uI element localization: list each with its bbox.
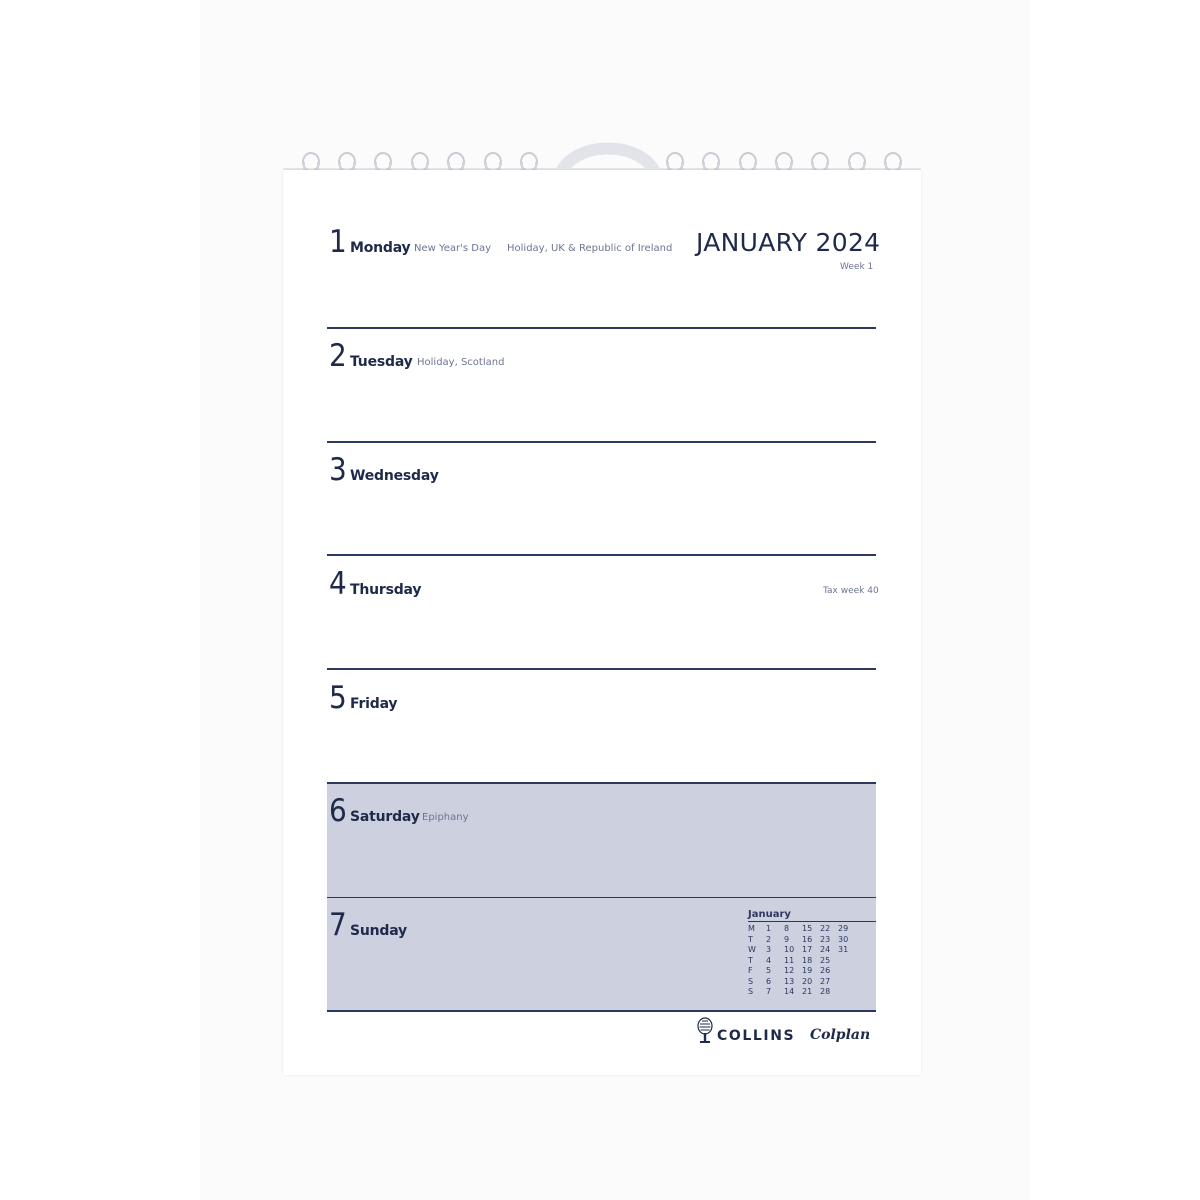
brand-name: COLLINS: [717, 1028, 796, 1044]
mini-calendar-date: 4: [766, 955, 772, 965]
mini-calendar-date: 22: [820, 924, 831, 933]
day-number: 5: [329, 680, 347, 716]
day-name: Sunday: [350, 923, 407, 939]
day-number: 4: [329, 566, 347, 602]
mini-calendar-weekday: T: [748, 934, 753, 944]
mini-calendar-weekday: S: [748, 987, 754, 996]
day-name: Monday: [350, 240, 411, 256]
mini-calendar-date: 20: [802, 976, 813, 986]
mini-calendar-date: [838, 987, 856, 998]
day-row-saturday[interactable]: [327, 784, 876, 899]
day-number: 2: [329, 338, 347, 374]
mini-calendar-date: 18: [802, 955, 813, 965]
week-label: Week 1: [840, 262, 874, 272]
mini-calendar-date: 23: [820, 934, 831, 944]
day-note: Holiday, UK & Republic of Ireland: [507, 243, 673, 254]
mini-calendar-date: 21: [802, 987, 813, 996]
mini-calendar-weekday: F: [748, 966, 753, 975]
mini-calendar-date: 15: [802, 924, 813, 933]
mini-calendar-date: 8: [784, 924, 790, 933]
month-title: JANUARY 2024: [696, 228, 881, 257]
mini-calendar-date: 14: [784, 987, 795, 996]
mini-calendar-date: 29: [838, 924, 849, 933]
mini-calendar-date: 25: [820, 955, 831, 965]
brand-logo: [697, 1017, 877, 1047]
day-name: Thursday: [350, 582, 422, 598]
day-row-friday[interactable]: [327, 680, 876, 784]
mini-calendar: [748, 909, 876, 998]
mini-calendar-date: 17: [802, 945, 813, 954]
day-number: 7: [329, 907, 347, 943]
mini-calendar-date: 26: [820, 966, 831, 975]
day-row-thursday[interactable]: [327, 566, 876, 670]
mini-calendar-date: 24: [820, 945, 831, 954]
day-note: Holiday, Scotland: [417, 357, 505, 368]
mini-calendar-grid: [748, 924, 876, 998]
mini-calendar-date: 5: [766, 966, 772, 975]
day-number: 6: [329, 793, 347, 829]
day-note: New Year's Day: [414, 243, 492, 254]
mini-calendar-date: [838, 956, 856, 967]
day-row-wednesday[interactable]: [327, 452, 876, 556]
mini-calendar-date: 9: [784, 934, 790, 944]
day-number: 1: [329, 224, 347, 260]
mini-calendar-title: January: [748, 909, 876, 922]
tax-week-note: Tax week 40: [823, 586, 879, 596]
mini-calendar-date: 30: [838, 934, 849, 944]
mini-calendar-date: 19: [802, 966, 813, 975]
mini-calendar-date: [838, 966, 856, 977]
mini-calendar-weekday: S: [748, 976, 754, 986]
mini-calendar-date: 27: [820, 976, 831, 986]
day-name: Wednesday: [350, 468, 439, 484]
mini-calendar-date: [838, 977, 856, 988]
mini-calendar-weekday: T: [748, 955, 753, 965]
day-number: 3: [329, 452, 347, 488]
mini-calendar-date: 6: [766, 976, 772, 986]
day-name: Tuesday: [350, 354, 413, 370]
day-row-tuesday[interactable]: [327, 338, 876, 443]
day-note: Epiphany: [422, 812, 469, 823]
mini-calendar-date: 3: [766, 945, 772, 954]
mini-calendar-date: 1: [766, 924, 772, 933]
mini-calendar-weekday: M: [748, 924, 755, 933]
day-name: Friday: [350, 696, 398, 712]
day-name: Saturday: [350, 809, 420, 825]
mini-calendar-date: 13: [784, 976, 795, 986]
brand-product: Colplan: [810, 1027, 871, 1043]
mini-calendar-date: 28: [820, 987, 831, 996]
mini-calendar-date: 2: [766, 934, 772, 944]
mini-calendar-date: 16: [802, 934, 813, 944]
mini-calendar-date: 11: [784, 955, 795, 965]
tree-logo-icon: [697, 1017, 713, 1045]
mini-calendar-date: 12: [784, 966, 795, 975]
mini-calendar-date: 31: [838, 945, 849, 954]
mini-calendar-weekday: W: [748, 945, 756, 954]
mini-calendar-date: 10: [784, 945, 795, 954]
day-row-monday[interactable]: [327, 224, 876, 329]
mini-calendar-date: 7: [766, 987, 772, 996]
